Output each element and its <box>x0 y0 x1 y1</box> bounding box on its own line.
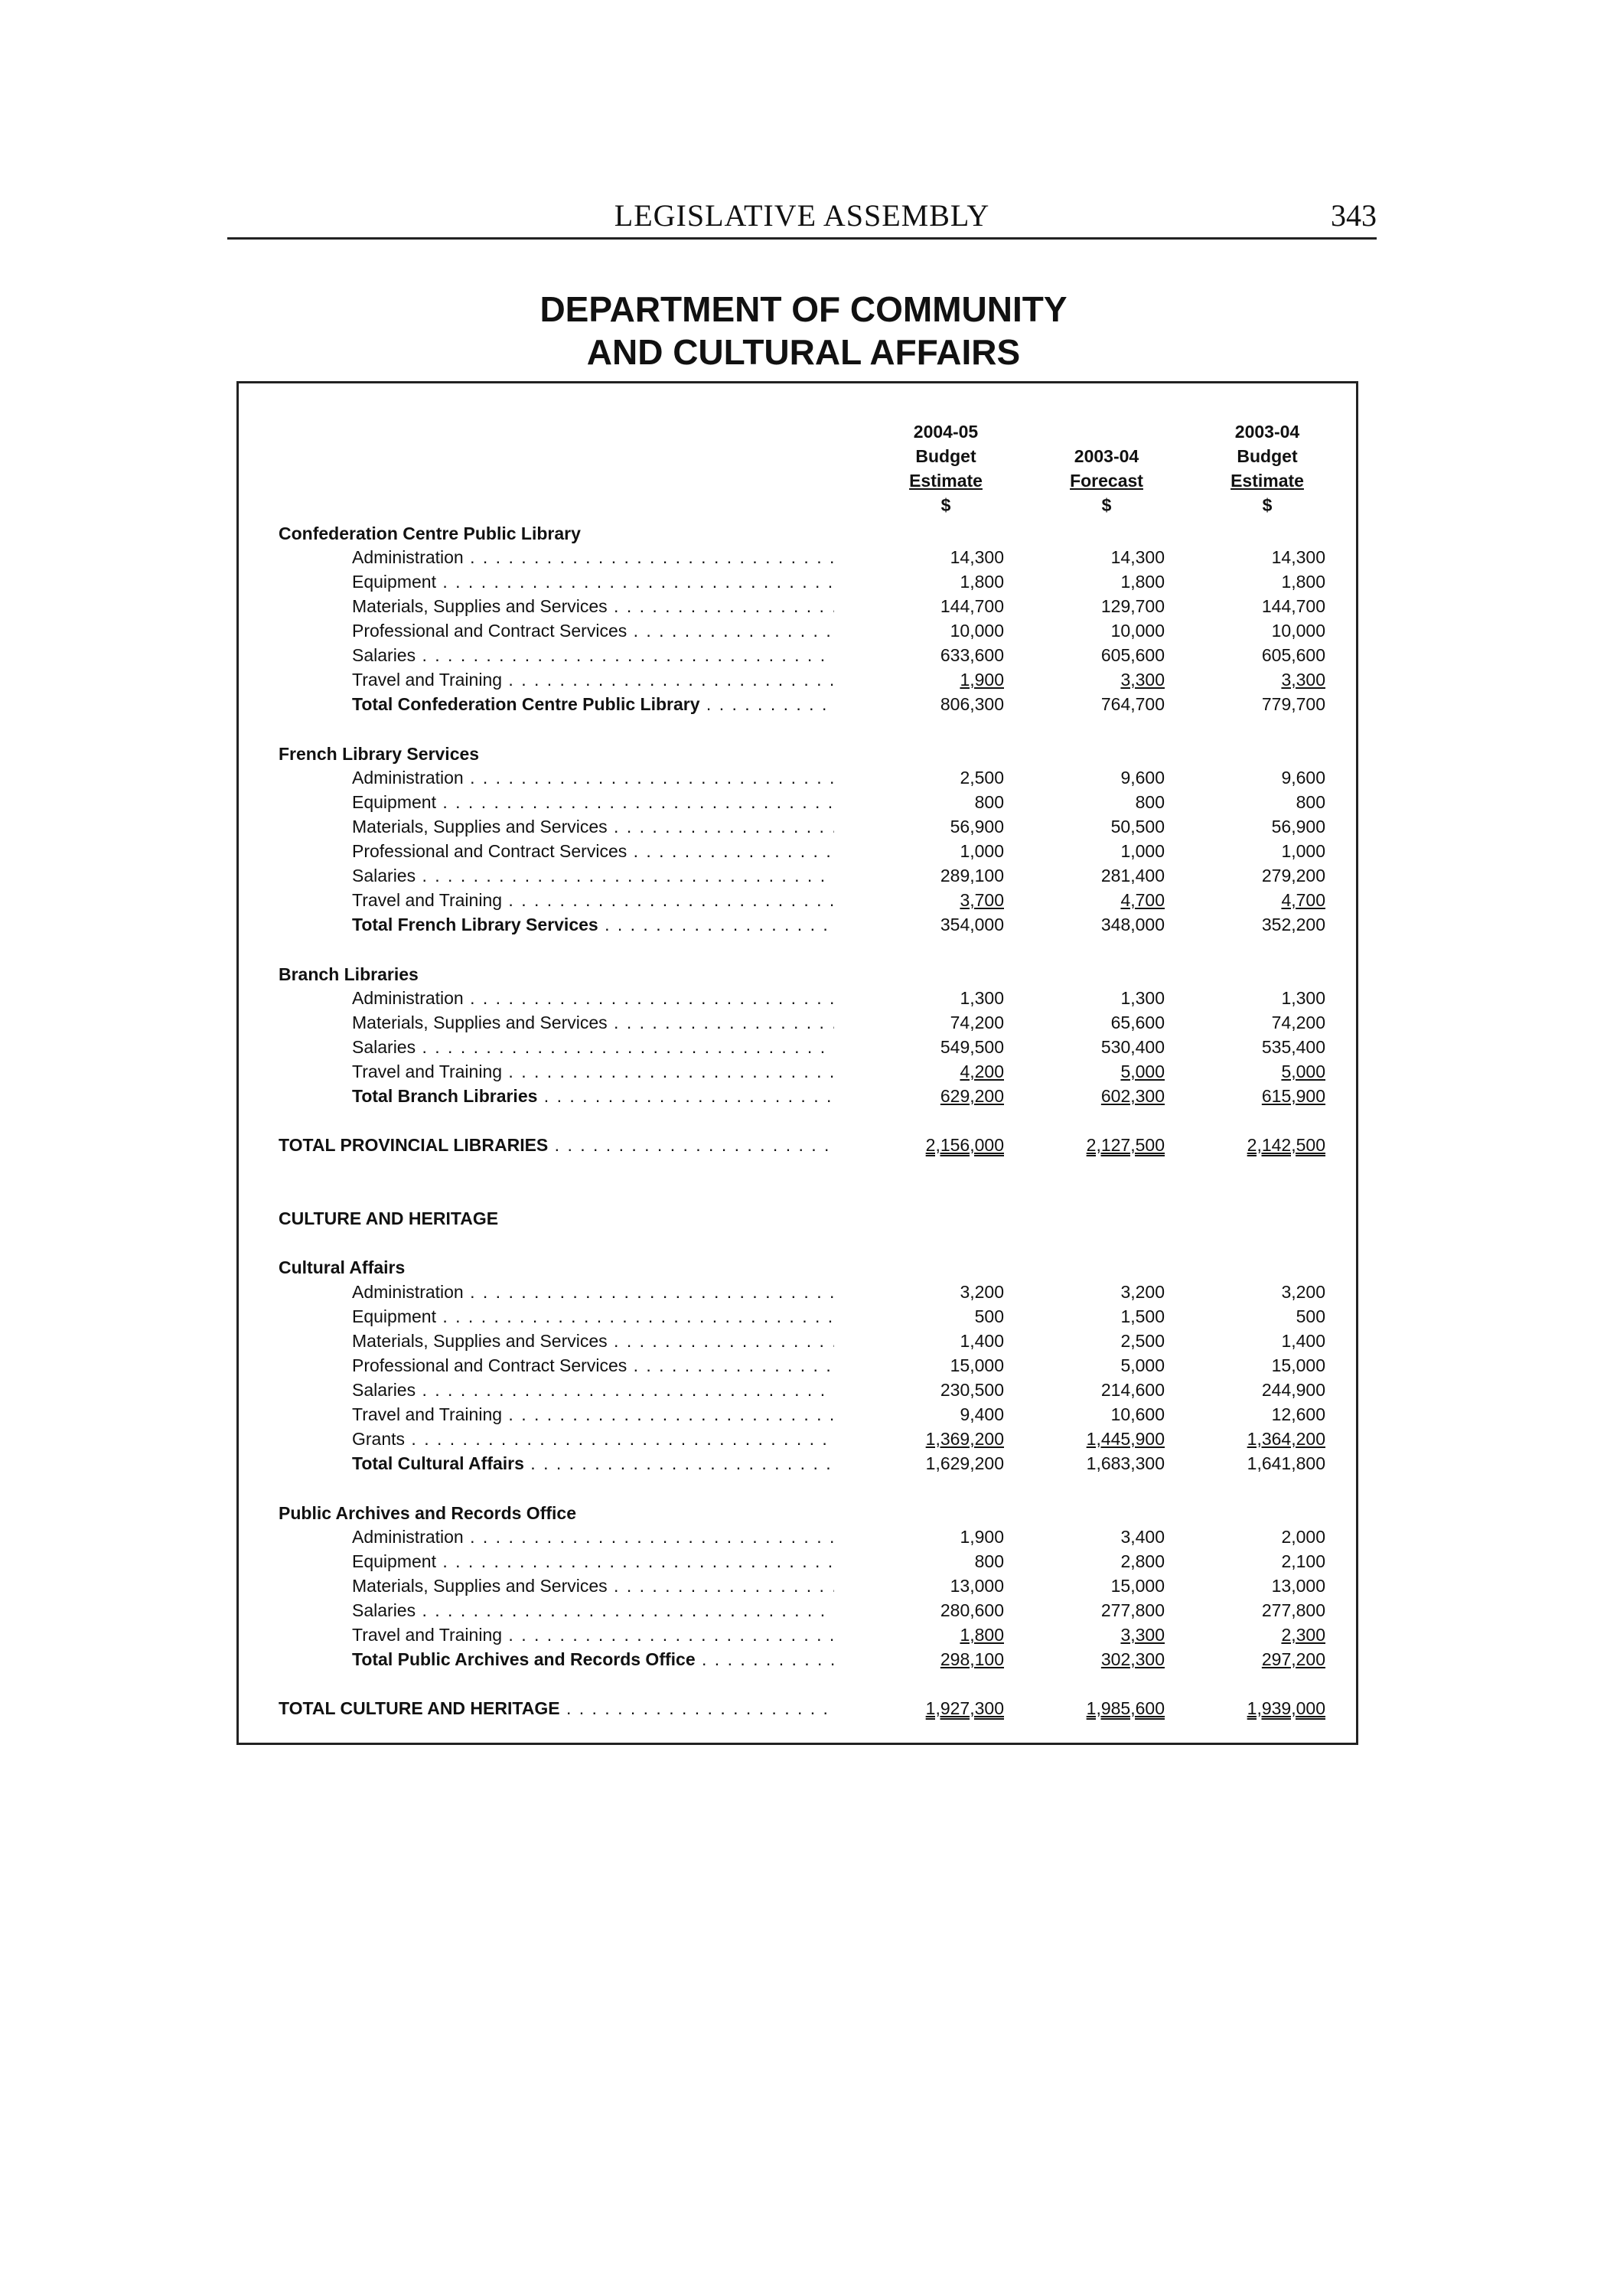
value-budget-2003-04: 74,200 <box>1271 1013 1325 1032</box>
value-budget-2004-05: 74,200 <box>950 1013 1004 1032</box>
value-budget-2004-05: 2,156,000 <box>925 1135 1004 1155</box>
value-budget-2003-04: 2,300 <box>1281 1625 1325 1645</box>
running-head <box>227 196 1377 240</box>
value-budget-2003-04: 1,400 <box>1281 1331 1325 1351</box>
row-label: Professional and Contract Services . . . <box>352 1353 834 1378</box>
value-budget-2004-05: 280,600 <box>940 1600 1004 1620</box>
table-row <box>0 814 1332 839</box>
row-label: Equipment . . . <box>352 569 834 594</box>
table-row <box>0 643 1332 667</box>
row-label: Total French Library Services . . . <box>352 912 834 937</box>
row-label: Salaries . . . <box>352 863 834 888</box>
table-row <box>0 986 1332 1010</box>
table-row <box>0 765 1332 790</box>
table-row <box>0 1010 1332 1035</box>
table-row <box>0 1304 1332 1329</box>
value-budget-2003-04: 5,000 <box>1281 1062 1325 1081</box>
row-label: Salaries . . . <box>352 643 834 667</box>
row-label: Administration . . . <box>352 765 834 790</box>
value-forecast-2003-04: 9,600 <box>1120 768 1165 788</box>
value-budget-2004-05: 354,000 <box>940 915 1004 934</box>
value-forecast-2003-04: 14,300 <box>1110 547 1165 567</box>
value-budget-2004-05: 289,100 <box>940 866 1004 885</box>
table-row <box>0 1402 1332 1427</box>
value-budget-2004-05: 1,927,300 <box>925 1698 1004 1718</box>
value-forecast-2003-04: 1,500 <box>1120 1306 1165 1326</box>
value-forecast-2003-04: 5,000 <box>1120 1355 1165 1375</box>
value-forecast-2003-04: 10,600 <box>1110 1404 1165 1424</box>
value-budget-2003-04: 352,200 <box>1261 915 1325 934</box>
table-row <box>0 594 1332 618</box>
value-budget-2003-04: 244,900 <box>1261 1380 1325 1400</box>
value-budget-2003-04: 4,700 <box>1281 890 1325 910</box>
value-forecast-2003-04: 10,000 <box>1110 621 1165 641</box>
value-budget-2003-04: 3,300 <box>1281 670 1325 690</box>
value-forecast-2003-04: 1,683,300 <box>1086 1453 1165 1473</box>
column-header-line <box>1030 419 1183 444</box>
value-budget-2003-04: 297,200 <box>1261 1649 1325 1669</box>
table-row <box>0 1378 1332 1402</box>
column-header-line: Budget <box>1237 446 1298 466</box>
value-forecast-2003-04: 3,300 <box>1120 670 1165 690</box>
value-budget-2004-05: 633,600 <box>940 645 1004 665</box>
value-forecast-2003-04: 800 <box>1135 792 1165 812</box>
value-budget-2004-05: 549,500 <box>940 1037 1004 1057</box>
value-budget-2003-04: 1,800 <box>1281 572 1325 592</box>
page-title-line-1: DEPARTMENT OF COMMUNITY <box>539 289 1068 329</box>
value-forecast-2003-04: 2,127,500 <box>1086 1135 1165 1155</box>
table-row <box>0 1623 1332 1647</box>
value-budget-2004-05: 1,369,200 <box>925 1429 1004 1449</box>
value-budget-2003-04: 605,600 <box>1261 645 1325 665</box>
table-row <box>0 1059 1332 1084</box>
value-budget-2003-04: 779,700 <box>1261 694 1325 714</box>
row-label: Total Public Archives and Records Office . . . <box>352 1647 834 1671</box>
table-row <box>0 618 1332 643</box>
column-header-line: 2004-05 <box>913 422 979 442</box>
value-budget-2003-04: 2,000 <box>1281 1527 1325 1547</box>
total-row <box>0 1647 1332 1671</box>
value-forecast-2003-04: 1,000 <box>1120 841 1165 861</box>
value-budget-2004-05: 144,700 <box>940 596 1004 616</box>
row-label: Salaries . . . <box>352 1598 834 1623</box>
page-number: 343 <box>1331 198 1377 233</box>
value-budget-2004-05: 800 <box>974 1551 1004 1571</box>
column-header-line: 2003-04 <box>1074 446 1139 466</box>
value-budget-2004-05: 9,400 <box>960 1404 1004 1424</box>
row-label: Materials, Supplies and Services . . . <box>352 1329 834 1353</box>
column-header-unit: $ <box>1101 495 1112 515</box>
value-budget-2003-04: 279,200 <box>1261 866 1325 885</box>
total-row <box>0 912 1332 937</box>
table-row <box>0 545 1332 569</box>
value-forecast-2003-04: 1,445,900 <box>1086 1429 1165 1449</box>
value-forecast-2003-04: 50,500 <box>1110 817 1165 837</box>
value-forecast-2003-04: 602,300 <box>1100 1086 1165 1106</box>
value-forecast-2003-04: 281,400 <box>1100 866 1165 885</box>
value-budget-2003-04: 800 <box>1296 792 1325 812</box>
table-row <box>0 569 1332 594</box>
row-label: Materials, Supplies and Services . . . <box>352 1574 834 1598</box>
value-forecast-2003-04: 1,985,600 <box>1086 1698 1165 1718</box>
table-row <box>0 790 1332 814</box>
row-label: Administration . . . <box>352 986 834 1010</box>
value-budget-2003-04: 1,000 <box>1281 841 1325 861</box>
value-forecast-2003-04: 605,600 <box>1100 645 1165 665</box>
value-budget-2003-04: 1,641,800 <box>1247 1453 1325 1473</box>
value-forecast-2003-04: 65,600 <box>1110 1013 1165 1032</box>
value-budget-2003-04: 277,800 <box>1261 1600 1325 1620</box>
value-budget-2004-05: 3,200 <box>960 1282 1004 1302</box>
column-header-line: Estimate <box>909 471 983 491</box>
table-row <box>0 667 1332 692</box>
value-budget-2004-05: 1,629,200 <box>925 1453 1004 1473</box>
row-label: Administration . . . <box>352 1280 834 1304</box>
value-budget-2003-04: 10,000 <box>1271 621 1325 641</box>
value-forecast-2003-04: 302,300 <box>1100 1649 1165 1669</box>
value-budget-2004-05: 10,000 <box>950 621 1004 641</box>
value-forecast-2003-04: 277,800 <box>1100 1600 1165 1620</box>
value-budget-2004-05: 1,000 <box>960 841 1004 861</box>
row-label: TOTAL CULTURE AND HERITAGE . . . <box>279 1696 834 1720</box>
value-budget-2004-05: 500 <box>974 1306 1004 1326</box>
value-budget-2003-04: 615,900 <box>1261 1086 1325 1106</box>
value-budget-2004-05: 13,000 <box>950 1576 1004 1596</box>
row-label: Salaries . . . <box>352 1035 834 1059</box>
table-row <box>0 1329 1332 1353</box>
section-heading: Public Archives and Records Office <box>279 1503 576 1523</box>
row-label: Travel and Training . . . <box>352 1623 834 1647</box>
value-budget-2003-04: 1,300 <box>1281 988 1325 1008</box>
value-budget-2003-04: 13,000 <box>1271 1576 1325 1596</box>
value-forecast-2003-04: 4,700 <box>1120 890 1165 910</box>
table-row <box>0 1427 1332 1451</box>
value-budget-2004-05: 629,200 <box>940 1086 1004 1106</box>
table-row <box>0 1598 1332 1623</box>
value-forecast-2003-04: 5,000 <box>1120 1062 1165 1081</box>
table-row <box>0 1035 1332 1059</box>
grand-total-row <box>0 1133 1332 1157</box>
value-budget-2003-04: 12,600 <box>1271 1404 1325 1424</box>
row-label: Total Cultural Affairs . . . <box>352 1451 834 1476</box>
row-label: Total Branch Libraries . . . <box>352 1084 834 1108</box>
row-label: Salaries . . . <box>352 1378 834 1402</box>
value-budget-2004-05: 1,300 <box>960 988 1004 1008</box>
value-budget-2003-04: 9,600 <box>1281 768 1325 788</box>
table-row <box>0 839 1332 863</box>
table-row <box>0 1525 1332 1549</box>
table-row <box>0 1549 1332 1574</box>
row-label: Travel and Training . . . <box>352 888 834 912</box>
column-header-line: 2003-04 <box>1234 422 1300 442</box>
row-label: Equipment . . . <box>352 790 834 814</box>
value-forecast-2003-04: 1,300 <box>1120 988 1165 1008</box>
row-label: Materials, Supplies and Services . . . <box>352 1010 834 1035</box>
value-budget-2004-05: 1,800 <box>960 572 1004 592</box>
row-label: Administration . . . <box>352 545 834 569</box>
row-label: Travel and Training . . . <box>352 667 834 692</box>
value-forecast-2003-04: 129,700 <box>1100 596 1165 616</box>
value-budget-2003-04: 1,364,200 <box>1247 1429 1325 1449</box>
value-budget-2003-04: 14,300 <box>1271 547 1325 567</box>
value-budget-2004-05: 1,400 <box>960 1331 1004 1351</box>
column-header-forecast-2003-04 <box>1030 419 1183 517</box>
value-budget-2003-04: 56,900 <box>1271 817 1325 837</box>
value-budget-2003-04: 2,142,500 <box>1247 1135 1325 1155</box>
total-row <box>0 1451 1332 1476</box>
value-budget-2003-04: 500 <box>1296 1306 1325 1326</box>
page-title <box>0 288 1607 373</box>
total-row <box>0 692 1332 716</box>
column-header-unit: $ <box>1262 495 1273 515</box>
column-header-line: Budget <box>915 446 976 466</box>
value-budget-2004-05: 4,200 <box>960 1062 1004 1081</box>
value-budget-2004-05: 1,900 <box>960 1527 1004 1547</box>
value-forecast-2003-04: 764,700 <box>1100 694 1165 714</box>
value-budget-2003-04: 535,400 <box>1261 1037 1325 1057</box>
value-budget-2004-05: 2,500 <box>960 768 1004 788</box>
row-label: Materials, Supplies and Services . . . <box>352 594 834 618</box>
row-label: Equipment . . . <box>352 1549 834 1574</box>
value-budget-2004-05: 1,800 <box>960 1625 1004 1645</box>
section-heading: Confederation Centre Public Library <box>279 523 581 543</box>
value-forecast-2003-04: 2,800 <box>1120 1551 1165 1571</box>
division-heading: CULTURE AND HERITAGE <box>279 1208 499 1228</box>
row-label: Professional and Contract Services . . . <box>352 618 834 643</box>
section-heading: French Library Services <box>279 744 480 764</box>
value-budget-2004-05: 3,700 <box>960 890 1004 910</box>
value-budget-2003-04: 2,100 <box>1281 1551 1325 1571</box>
section-heading: Branch Libraries <box>279 964 419 984</box>
total-row <box>0 1084 1332 1108</box>
value-forecast-2003-04: 3,300 <box>1120 1625 1165 1645</box>
value-budget-2004-05: 298,100 <box>940 1649 1004 1669</box>
row-label: Total Confederation Centre Public Library . . . <box>352 692 834 716</box>
value-forecast-2003-04: 3,200 <box>1120 1282 1165 1302</box>
table-row <box>0 1574 1332 1598</box>
column-header-budget-2004-05 <box>869 419 1022 517</box>
column-header-line: Forecast <box>1070 471 1143 491</box>
row-label: Professional and Contract Services . . . <box>352 839 834 863</box>
column-header-line: Estimate <box>1231 471 1304 491</box>
table-row <box>0 888 1332 912</box>
running-title: LEGISLATIVE ASSEMBLY <box>614 198 990 233</box>
value-forecast-2003-04: 15,000 <box>1110 1576 1165 1596</box>
page-title-line-2: AND CULTURAL AFFAIRS <box>586 332 1021 372</box>
row-label: Travel and Training . . . <box>352 1402 834 1427</box>
value-forecast-2003-04: 530,400 <box>1100 1037 1165 1057</box>
table-row <box>0 1280 1332 1304</box>
row-label: Administration . . . <box>352 1525 834 1549</box>
value-budget-2003-04: 144,700 <box>1261 596 1325 616</box>
value-budget-2004-05: 230,500 <box>940 1380 1004 1400</box>
value-budget-2003-04: 3,200 <box>1281 1282 1325 1302</box>
value-budget-2004-05: 56,900 <box>950 817 1004 837</box>
grand-total-row <box>0 1696 1332 1720</box>
column-header-unit: $ <box>940 495 951 515</box>
value-budget-2004-05: 806,300 <box>940 694 1004 714</box>
row-label: Grants . . . <box>352 1427 834 1451</box>
column-header-budget-2003-04 <box>1191 419 1344 517</box>
value-budget-2003-04: 15,000 <box>1271 1355 1325 1375</box>
value-budget-2004-05: 14,300 <box>950 547 1004 567</box>
row-label: TOTAL PROVINCIAL LIBRARIES . . . <box>279 1133 834 1157</box>
value-forecast-2003-04: 2,500 <box>1120 1331 1165 1351</box>
row-label: Equipment . . . <box>352 1304 834 1329</box>
table-row <box>0 1353 1332 1378</box>
table-row <box>0 863 1332 888</box>
row-label: Travel and Training . . . <box>352 1059 834 1084</box>
value-budget-2003-04: 1,939,000 <box>1247 1698 1325 1718</box>
value-budget-2004-05: 15,000 <box>950 1355 1004 1375</box>
value-budget-2004-05: 800 <box>974 792 1004 812</box>
value-forecast-2003-04: 1,800 <box>1120 572 1165 592</box>
value-forecast-2003-04: 348,000 <box>1100 915 1165 934</box>
value-forecast-2003-04: 214,600 <box>1100 1380 1165 1400</box>
value-forecast-2003-04: 3,400 <box>1120 1527 1165 1547</box>
row-label: Materials, Supplies and Services . . . <box>352 814 834 839</box>
value-budget-2004-05: 1,900 <box>960 670 1004 690</box>
section-heading: Cultural Affairs <box>279 1257 406 1277</box>
